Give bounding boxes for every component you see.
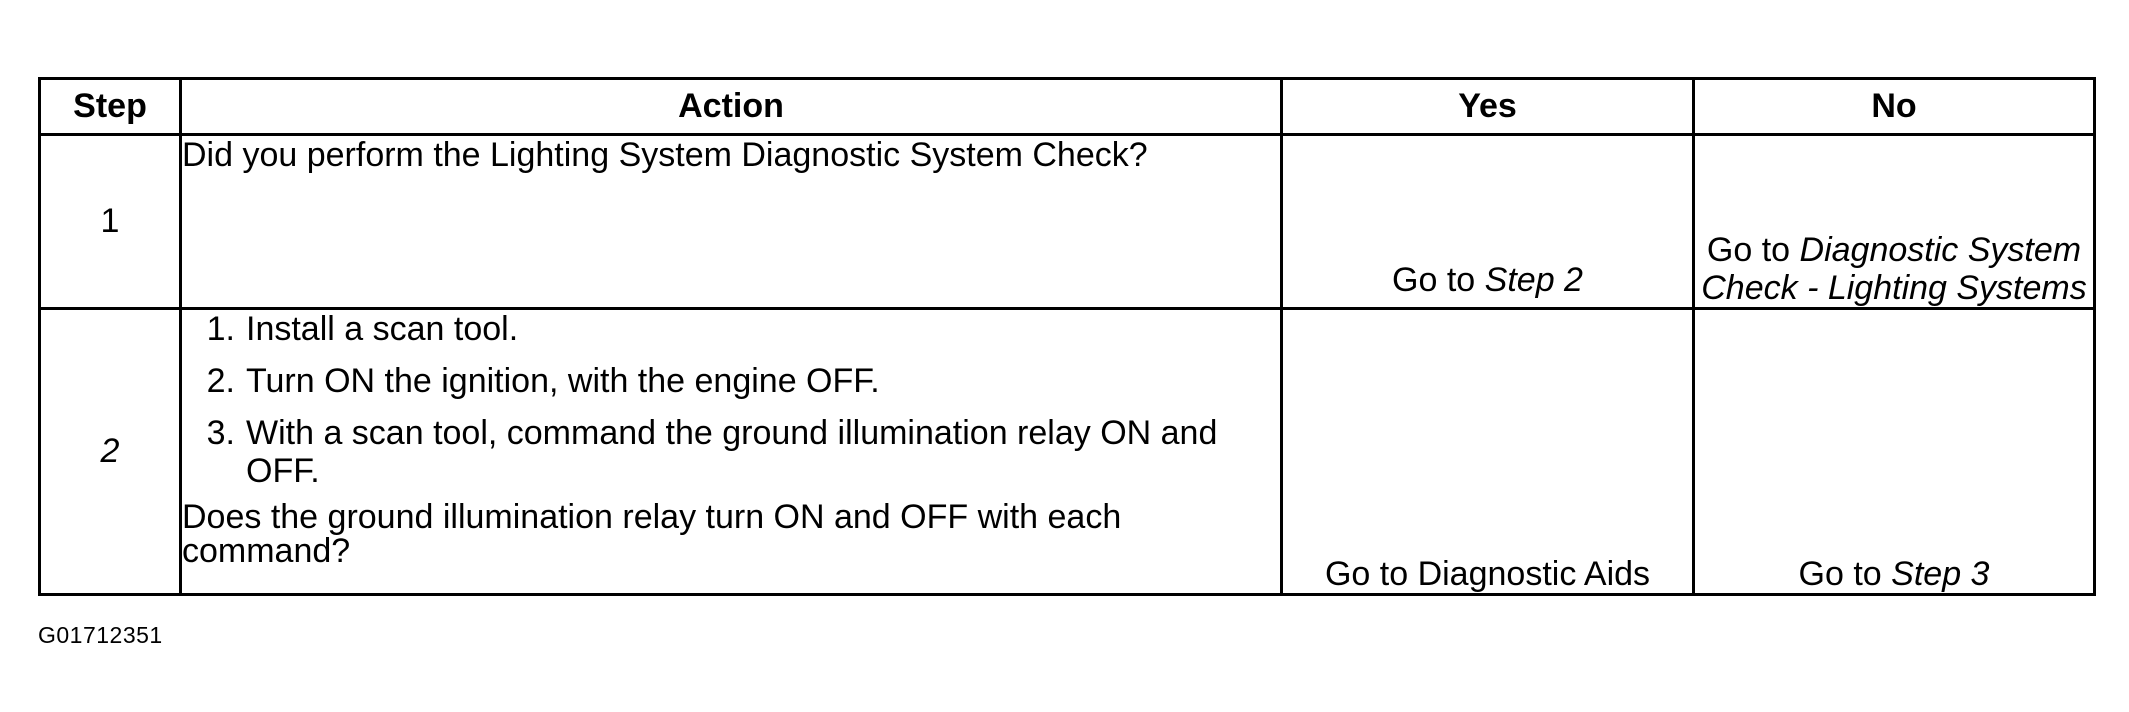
no-prefix: Go to <box>1798 554 1882 593</box>
action-question: Does the ground illumination relay turn ON and OFF with each command? <box>182 498 1122 571</box>
header-no: No <box>1694 79 2095 135</box>
no-result <box>1694 135 2095 309</box>
diagnostic-aids-link[interactable]: Go to Diagnostic Aids <box>1324 554 1651 593</box>
list-item <box>182 362 1280 400</box>
list-item-text: Turn ON the ignition, with the engine OFF. <box>246 362 880 401</box>
step-link[interactable]: Step 2 <box>1484 260 1583 299</box>
yes-result <box>1282 309 1694 595</box>
no-prefix: Go to <box>1706 230 1791 269</box>
action-text: Did you perform the Lighting System Diagnostic System Check? <box>181 135 1282 309</box>
list-item-number: 1. <box>206 310 235 348</box>
table-row <box>40 309 2095 595</box>
table-row <box>40 135 2095 309</box>
step-link[interactable]: Step 3 <box>1891 554 1990 593</box>
header-step: Step <box>40 79 181 135</box>
list-item-number: 3. <box>206 414 235 453</box>
list-item <box>182 414 1280 490</box>
action-steps-list <box>182 310 1280 490</box>
diagnostic-table <box>38 77 2096 596</box>
no-result <box>1694 309 2095 595</box>
yes-result <box>1282 135 1694 309</box>
header-yes: Yes <box>1282 79 1694 135</box>
figure-id: G01712351 <box>38 622 163 648</box>
list-item <box>182 310 1280 348</box>
action-cell <box>181 309 1282 595</box>
step-number: 2 <box>40 309 181 595</box>
list-item-text: With a scan tool, command the ground illumination relay ON and OFF. <box>246 414 1218 491</box>
list-item-number: 2. <box>206 362 235 401</box>
diagnostic-check-link[interactable]: Diagnostic System Check - Lighting Systems <box>1701 230 2087 307</box>
header-action: Action <box>181 79 1282 135</box>
step-number: 1 <box>40 135 181 309</box>
list-item-text: Install a scan tool. <box>246 310 519 348</box>
yes-prefix: Go to <box>1392 260 1476 299</box>
table-header-row <box>40 79 2095 135</box>
